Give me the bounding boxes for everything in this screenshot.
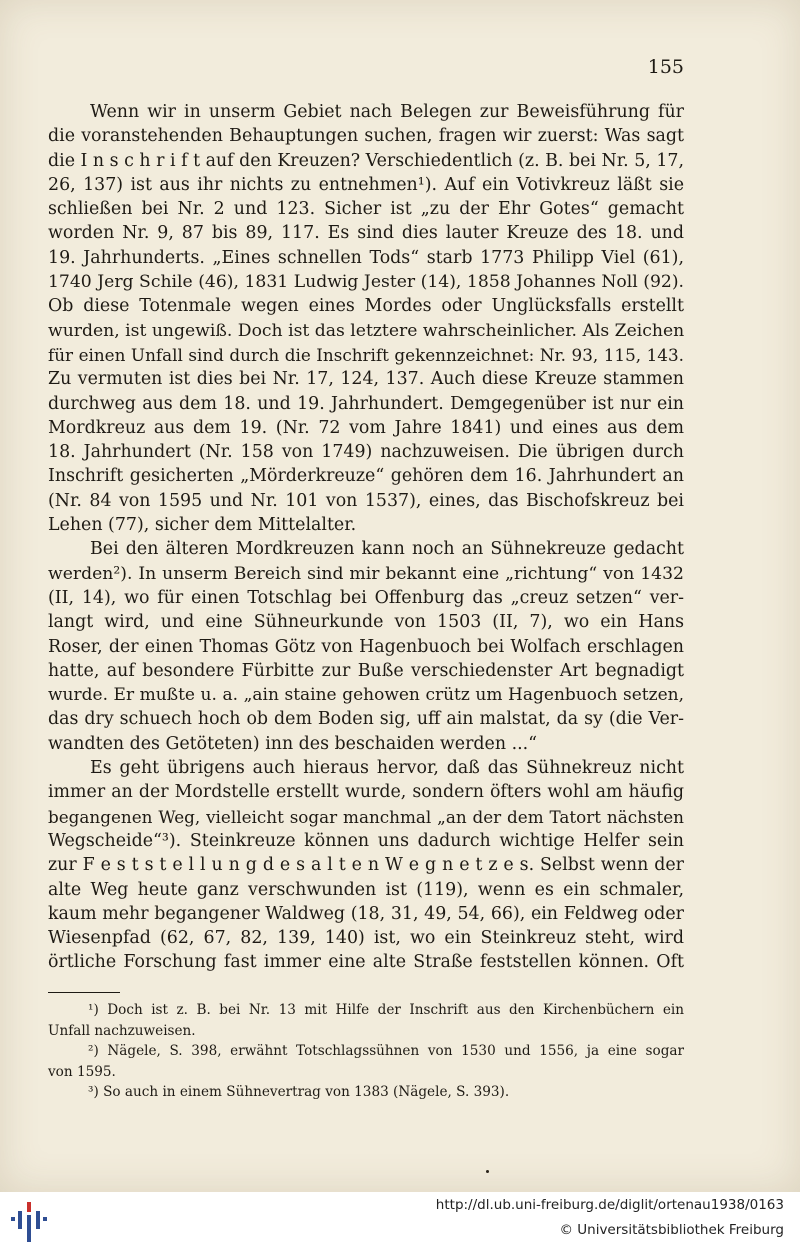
body-line: wurden, ist ungewiß. Doch ist das letztere wahrscheinlicher. Als Zeichen [48, 320, 685, 341]
footer-copyright: © Universitätsbibliothek Freiburg [559, 1222, 784, 1238]
body-line: Wiesenpfad (62, 67, 82, 139, 140) ist, wo ein Steinkreuz steht, wird [48, 928, 684, 949]
body-text [48, 100, 684, 975]
body-line: Lehen (77), sicher dem Mittelalter. [48, 515, 357, 536]
body-line: Inschrift gesicherten „Mörderkreuze“ gehören dem 16. Jahrhundert an [48, 466, 684, 487]
body-line: alte Weg heute ganz verschwunden ist (119), wenn es ein schmaler, [48, 879, 684, 900]
body-line: für einen Unfall sind durch die Inschrift gekennzeichnet: Nr. 93, 115, 143. [48, 344, 684, 365]
body-line: 26, 137) ist aus ihr nichts zu entnehmen¹). Auf ein Votivkreuz läßt sie [48, 174, 684, 195]
footnote-line: ¹) Doch ist z. B. bei Nr. 13 mit Hilfe der Inschrift aus den Kirchenbüchern ein [88, 1002, 684, 1018]
body-line: schließen bei Nr. 2 und 123. Sicher ist „zu der Ehr Gotes“ gemacht [48, 199, 684, 220]
footnote-line: Unfall nachzuweisen. [48, 1022, 196, 1039]
body-line: begangenen Weg, vielleicht sogar manchmal „an der dem Tatort nächsten [48, 806, 684, 827]
body-line: Wenn wir in unserm Gebiet nach Belegen zur Beweisführung für [90, 102, 684, 122]
footnotes [48, 1000, 684, 1103]
body-line: wurde. Er mußte u. a. „ain staine gehowen crütz um Hagenbuoch setzen, [48, 685, 684, 706]
body-line: Roser, der einen Thomas Götz von Hagenbuoch bei Wolfach erschlagen [48, 636, 684, 657]
footnote-line: von 1595. [48, 1063, 116, 1080]
logo-block [18, 1211, 22, 1229]
logo-block [43, 1217, 47, 1221]
body-line: 1740 Jerg Schile (46), 1831 Ludwig Jester (14), 1858 Johannes Noll (92). [48, 272, 684, 293]
body-line: langt wird, und eine Sühneurkunde von 1503 (II, 7), wo ein Hans [48, 612, 684, 633]
body-line: Wegscheide“³). Steinkreuze können uns dadurch wichtige Helfer sein [48, 830, 684, 851]
body-line: Zu vermuten ist dies bei Nr. 17, 124, 137. Auch diese Kreuze stammen [48, 369, 684, 390]
footer-url: http://dl.ub.uni-freiburg.de/diglit/ortenau1938/0163 [435, 1197, 784, 1213]
body-line: worden Nr. 9, 87 bis 89, 117. Es sind dies lauter Kreuze des 18. und [48, 223, 684, 244]
body-line: die voranstehenden Behauptungen suchen, fragen wir zuerst: Was sagt [48, 126, 684, 147]
body-line: (II, 14), wo für einen Totschlag bei Offenburg das „creuz setzen“ ver- [48, 587, 684, 608]
body-line: hatte, auf besondere Fürbitte zur Buße verschiedenster Art begnadigt [48, 660, 684, 681]
logo-block [27, 1215, 31, 1242]
body-line: kaum mehr begangener Waldweg (18, 31, 49, 54, 66), ein Feldweg oder [48, 903, 684, 924]
body-line: Mordkreuz aus dem 19. (Nr. 72 vom Jahre 1841) und eines aus dem [48, 417, 684, 438]
university-library-logo-icon [10, 1200, 50, 1244]
body-line: 18. Jahrhundert (Nr. 158 von 1749) nachzuweisen. Die übrigen durch [48, 442, 684, 463]
logo-block [36, 1211, 40, 1229]
logo-block [11, 1217, 15, 1221]
footnote-divider [48, 992, 120, 993]
body-line: das dry schuech hoch ob dem Boden sig, uff ain malstat, da sy (die Ver- [48, 709, 684, 730]
logo-block [27, 1202, 31, 1212]
body-line: immer an der Mordstelle erstellt wurde, sondern öfters wohl am häufig [48, 782, 684, 803]
body-line: wandten des Getöteten) inn des beschaiden werden ...“ [48, 733, 538, 754]
body-line: die I n s c h r i f t auf den Kreuzen? Verschiedentlich (z. B. bei Nr. 5, 17, [48, 150, 684, 171]
footnote-line: ²) Nägele, S. 398, erwähnt Totschlagssühnen von 1530 und 1556, ja eine sogar [88, 1043, 684, 1059]
footnote-line: ³) So auch in einem Sühnevertrag von 1383 (Nägele, S. 393). [88, 1084, 510, 1100]
body-line: 19. Jahrhunderts. „Eines schnellen Tods“ starb 1773 Philipp Viel (61), [48, 247, 684, 268]
body-line: örtliche Forschung fast immer eine alte Straße feststellen können. Oft [48, 952, 684, 973]
body-line: zur F e s t s t e l l u n g d e s a l t e n W e g n e t z e s. Selbst wenn der [48, 855, 684, 876]
body-line: Es geht übrigens auch hieraus hervor, daß das Sühnekreuz nicht [90, 758, 684, 779]
ink-speck [486, 1170, 489, 1173]
body-line: (Nr. 84 von 1595 und Nr. 101 von 1537), eines, das Bischofskreuz bei [48, 490, 684, 511]
body-line: werden²). In unserm Bereich sind mir bekannt eine „richtung“ von 1432 [48, 563, 684, 584]
body-line: Ob diese Totenmale wegen eines Mordes oder Unglücksfalls erstellt [48, 296, 684, 317]
body-line: durchweg aus dem 18. und 19. Jahrhundert. Demgegenüber ist nur ein [48, 393, 684, 414]
body-line: Bei den älteren Mordkreuzen kann noch an Sühnekreuze gedacht [90, 539, 684, 560]
page-number: 155 [647, 56, 684, 78]
